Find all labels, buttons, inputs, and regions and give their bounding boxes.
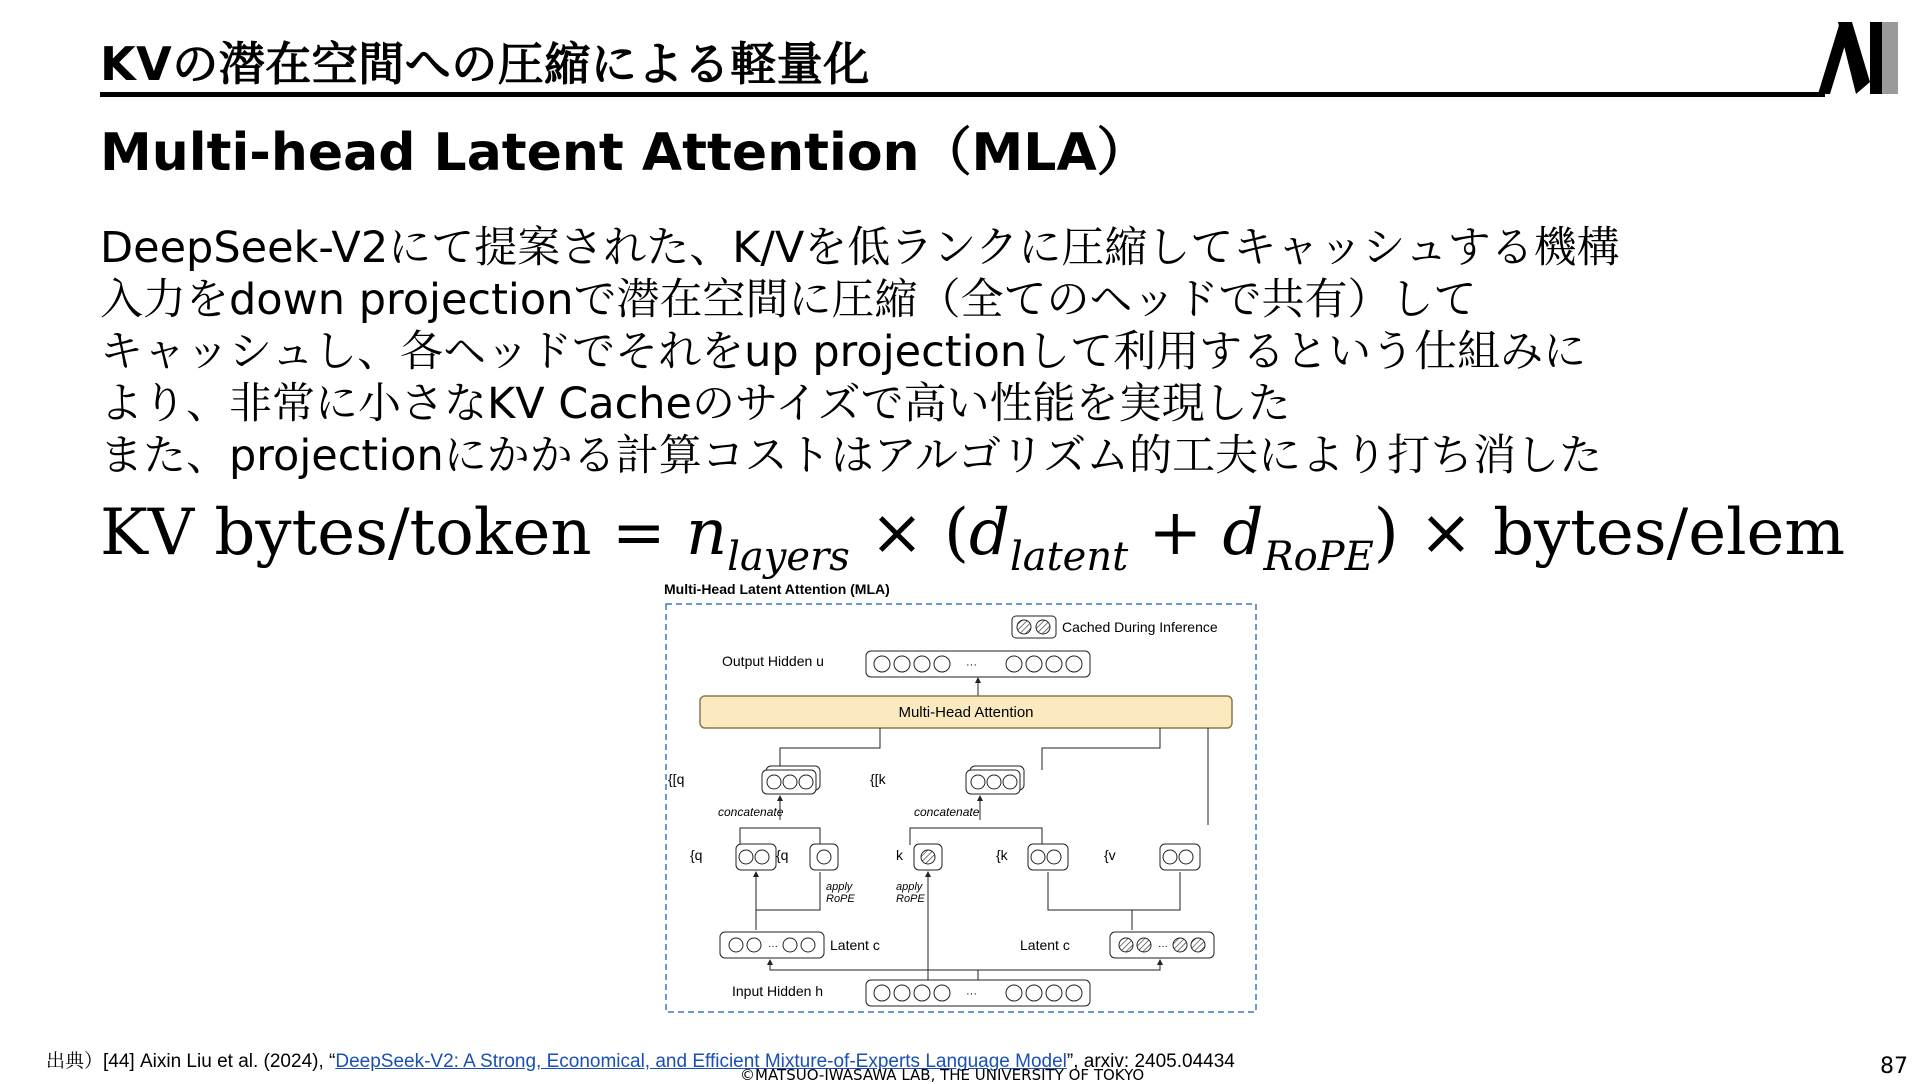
legend [1012, 616, 1218, 638]
svg-text:···: ··· [966, 988, 977, 1000]
body-line: より、非常に小さなKV Cacheのサイズで高い性能を実現した [100, 379, 1291, 429]
formula-close-paren: ) [1373, 496, 1399, 570]
svg-text:···: ··· [1158, 941, 1168, 952]
page-number: 87 [1880, 1054, 1908, 1079]
formula-equals: = [611, 496, 666, 570]
formula-rhs: bytes/elem [1493, 496, 1846, 570]
svg-text:RoPE: RoPE [896, 893, 925, 905]
input-hidden-label: Input Hidden h [732, 983, 824, 999]
k-concat-label: {[k [870, 771, 886, 787]
body-line: DeepSeek-V2にて提案された、K/Vを低ランクに圧縮してキャッシュする機構 [100, 223, 1620, 273]
mla-architecture-diagram [660, 580, 1260, 1020]
formula-d-latent: d [969, 496, 1010, 570]
k-c-label: {k [996, 847, 1008, 863]
formula-times: × [870, 496, 924, 570]
mha-label: Multi-Head Attention [898, 704, 1034, 721]
formula-times: × [1419, 496, 1473, 570]
citation-link[interactable]: DeepSeek-V2: A Strong, Economical, and Efficient Mixture-of-Experts Language Model [335, 1051, 1067, 1072]
formula-open-paren: ( [944, 496, 969, 570]
body-line: キャッシュし、各ヘッドでそれをup projectionして利用するという仕組みに [100, 327, 1587, 377]
title-divider [100, 92, 1825, 97]
svg-text:concatenate: concatenate [914, 805, 980, 819]
formula-d-rope-sub: RoPE [1263, 534, 1374, 580]
formula-n: n [685, 496, 728, 570]
formula-d-rope: d [1222, 496, 1264, 570]
copyright: ©MATSUO-IWASAWA LAB, THE UNIVERSITY OF TOKYO [740, 1066, 1145, 1084]
svg-text:concatenate: concatenate [718, 805, 784, 819]
slide-title: KVの潜在空間への圧縮による軽量化 [100, 37, 870, 91]
k-r-label: k [896, 847, 903, 863]
slide-subtitle: Multi-head Latent Attention（MLA） [100, 123, 1149, 183]
matsuo-lab-logo [1818, 22, 1898, 94]
svg-text:apply: apply [896, 881, 923, 893]
formula-lhs: KV bytes/token [100, 496, 592, 570]
output-hidden-label: Output Hidden u [722, 653, 824, 669]
svg-text:···: ··· [768, 941, 778, 952]
svg-text:RoPE: RoPE [826, 893, 855, 905]
formula-n-sub: layers [727, 534, 850, 580]
svg-text:···: ··· [966, 659, 977, 671]
latent-q-label: Latent c [830, 937, 880, 953]
citation-prefix: 出典）[44] Aixin Liu et al. (2024), “ [46, 1051, 336, 1072]
body-line: また、projectionにかかる計算コストはアルゴリズム的工夫により打ち消した [100, 431, 1603, 481]
legend-label: Cached During Inference [1062, 619, 1218, 635]
formula-plus: + [1148, 496, 1203, 570]
citation-suffix: ”, arxiv: 2405.04434 [1066, 1051, 1235, 1072]
v-c-label: {v [1104, 847, 1116, 863]
diagram-title: Multi-Head Latent Attention (MLA) [664, 581, 890, 597]
formula-d-latent-sub: latent [1009, 534, 1129, 580]
body-text [100, 222, 1620, 482]
body-line: 入力をdown projectionで潜在空間に圧縮（全てのヘッドで共有）して [100, 275, 1477, 325]
latent-kv-label: Latent c [1020, 937, 1070, 953]
q-c-label: {q [690, 847, 703, 863]
kv-bytes-formula [100, 496, 1845, 580]
q-concat-label: {[q [668, 771, 685, 787]
svg-text:apply: apply [826, 881, 853, 893]
q-r-label: {q [776, 847, 789, 863]
